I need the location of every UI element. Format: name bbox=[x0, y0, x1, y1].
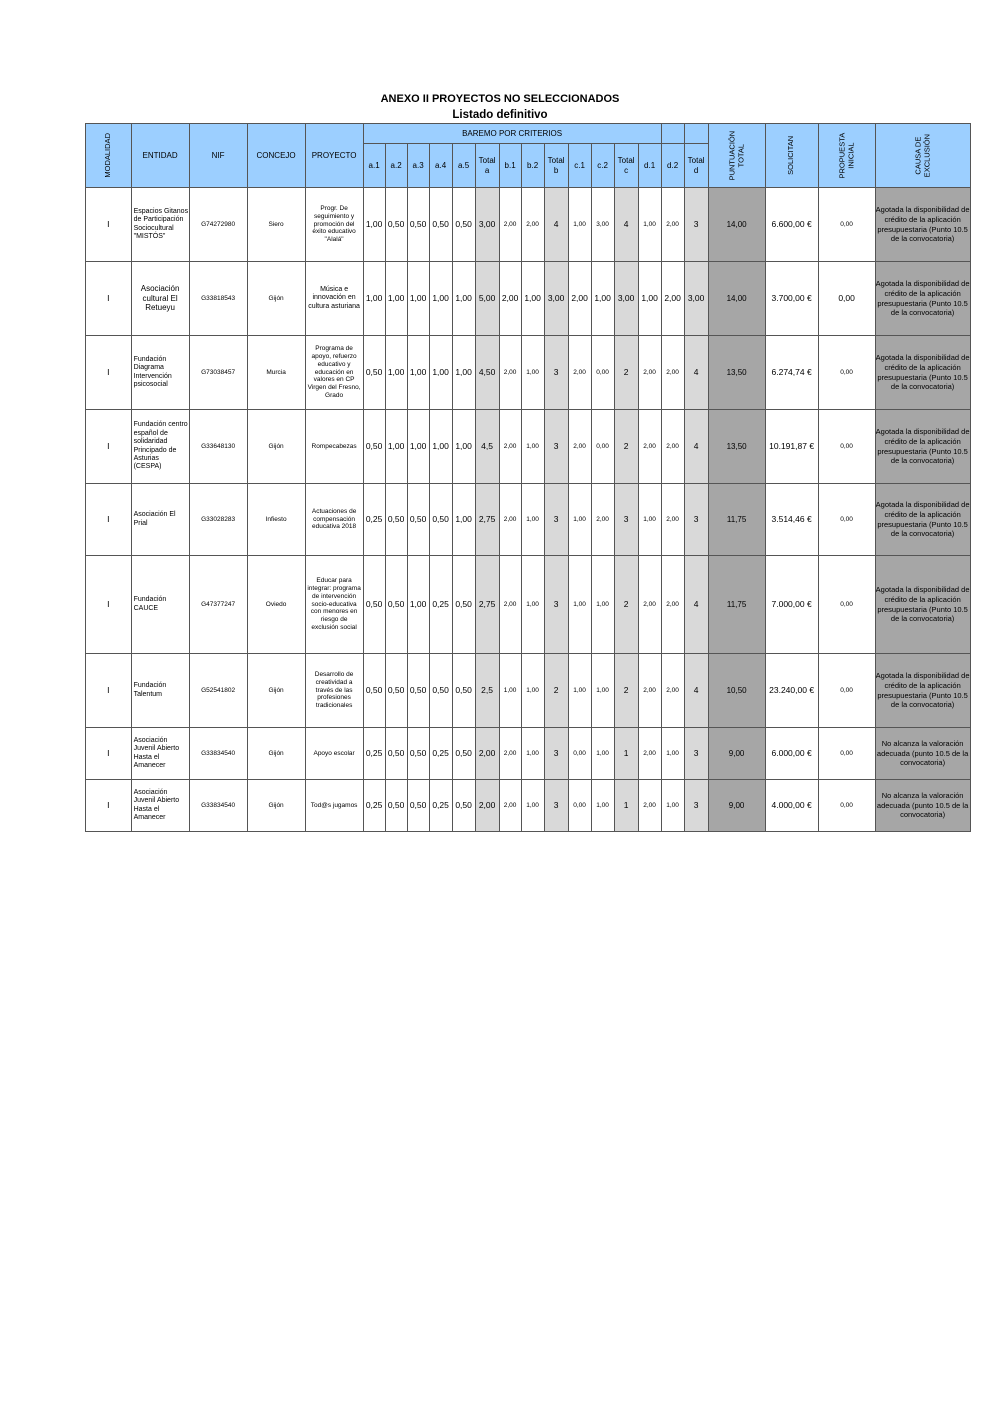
cell-score: 3,00 bbox=[684, 262, 708, 336]
cell-score: 0,50 bbox=[385, 188, 407, 262]
cell-puntuacion: 14,00 bbox=[708, 262, 765, 336]
cell-score: 0,50 bbox=[452, 728, 475, 780]
cell-score: 1,00 bbox=[429, 262, 452, 336]
cell-score: 1,00 bbox=[568, 654, 591, 728]
cell-score: 1,00 bbox=[407, 262, 429, 336]
cell-score: 2,00 bbox=[521, 188, 544, 262]
cell-nif: G74272980 bbox=[189, 188, 247, 262]
header-criterion: b.2 bbox=[521, 144, 544, 188]
cell-score: 0,50 bbox=[363, 336, 385, 410]
cell-score: 3 bbox=[614, 484, 638, 556]
table-row bbox=[86, 484, 971, 556]
cell-score: 3,00 bbox=[475, 188, 499, 262]
cell-causa: Agotada la disponibilidad de crédito de la aplicación presupuestaria (Punto 10.5 de la convocatoria) bbox=[875, 336, 970, 410]
header-criterion: a.3 bbox=[407, 144, 429, 188]
cell-entidad: Fundación CAUCE bbox=[131, 556, 189, 654]
header-criterion: a.5 bbox=[452, 144, 475, 188]
cell-concejo: Murcia bbox=[247, 336, 305, 410]
projects-table bbox=[85, 123, 971, 832]
cell-score: 0,50 bbox=[407, 728, 429, 780]
cell-score: 2,00 bbox=[499, 336, 521, 410]
cell-score: 0,25 bbox=[363, 728, 385, 780]
cell-solicitan: 23.240,00 € bbox=[765, 654, 818, 728]
cell-score: 1,00 bbox=[499, 654, 521, 728]
cell-nif: G33834540 bbox=[189, 780, 247, 832]
cell-nif: G73038457 bbox=[189, 336, 247, 410]
cell-score: 2,00 bbox=[661, 410, 684, 484]
cell-score: 3,00 bbox=[544, 262, 568, 336]
cell-score: 4 bbox=[544, 188, 568, 262]
header-nif: NIF bbox=[189, 124, 247, 188]
cell-propuesta: 0,00 bbox=[818, 728, 875, 780]
cell-score: 2,00 bbox=[499, 410, 521, 484]
cell-concejo: Gijón bbox=[247, 410, 305, 484]
cell-score: 2,00 bbox=[661, 188, 684, 262]
cell-modalidad: I bbox=[86, 262, 132, 336]
cell-score: 1 bbox=[614, 780, 638, 832]
cell-score: 1,00 bbox=[385, 262, 407, 336]
cell-puntuacion: 9,00 bbox=[708, 780, 765, 832]
cell-modalidad: I bbox=[86, 188, 132, 262]
cell-score: 2,00 bbox=[661, 654, 684, 728]
cell-score: 0,50 bbox=[429, 188, 452, 262]
cell-score: 3 bbox=[684, 728, 708, 780]
cell-score: 1,00 bbox=[407, 556, 429, 654]
cell-score: 1,00 bbox=[568, 188, 591, 262]
cell-score: 2,5 bbox=[475, 654, 499, 728]
cell-score: 2,00 bbox=[638, 780, 661, 832]
cell-causa: Agotada la disponibilidad de crédito de la aplicación presupuestaria (Punto 10.5 de la convocatoria) bbox=[875, 654, 970, 728]
cell-score: 2 bbox=[614, 410, 638, 484]
cell-causa: Agotada la disponibilidad de crédito de la aplicación presupuestaria (Punto 10.5 de la convocatoria) bbox=[875, 262, 970, 336]
cell-score: 3 bbox=[684, 780, 708, 832]
header-puntuacion: PUNTUACIÓN TOTAL bbox=[708, 124, 765, 188]
cell-score: 2 bbox=[614, 556, 638, 654]
cell-causa: Agotada la disponibilidad de crédito de la aplicación presupuestaria (Punto 10.5 de la convocatoria) bbox=[875, 556, 970, 654]
cell-score: 1,00 bbox=[591, 556, 614, 654]
cell-proyecto: Actuaciones de compensación educativa 2018 bbox=[305, 484, 363, 556]
cell-score: 0,50 bbox=[452, 654, 475, 728]
cell-score: 0,50 bbox=[407, 654, 429, 728]
cell-propuesta: 0,00 bbox=[818, 484, 875, 556]
cell-entidad: Fundación centro español de solidaridad Principado de Asturias (CESPA) bbox=[131, 410, 189, 484]
header-solicitan: SOLICITAN bbox=[765, 124, 818, 188]
table-row bbox=[86, 780, 971, 832]
cell-score: 2 bbox=[614, 336, 638, 410]
header-criterion: a.2 bbox=[385, 144, 407, 188]
cell-proyecto: Rompecabezas bbox=[305, 410, 363, 484]
cell-score: 3 bbox=[544, 410, 568, 484]
cell-entidad: Espacios Gitanos de Participación Sociocultural "MISTÓS" bbox=[131, 188, 189, 262]
cell-score: 2,75 bbox=[475, 556, 499, 654]
cell-score: 1,00 bbox=[521, 410, 544, 484]
cell-solicitan: 7.000,00 € bbox=[765, 556, 818, 654]
cell-score: 1,00 bbox=[638, 262, 661, 336]
cell-score: 0,50 bbox=[385, 654, 407, 728]
cell-concejo: Oviedo bbox=[247, 556, 305, 654]
header-criterion: b.1 bbox=[499, 144, 521, 188]
cell-score: 0,50 bbox=[407, 188, 429, 262]
cell-propuesta: 0,00 bbox=[818, 410, 875, 484]
cell-score: 3 bbox=[684, 484, 708, 556]
header-criterion: Total a bbox=[475, 144, 499, 188]
header-propuesta: PROPUESTA INICIAL bbox=[818, 124, 875, 188]
cell-score: 3,00 bbox=[591, 188, 614, 262]
cell-score: 4 bbox=[684, 654, 708, 728]
cell-propuesta: 0,00 bbox=[818, 188, 875, 262]
cell-solicitan: 6.274,74 € bbox=[765, 336, 818, 410]
cell-score: 1,00 bbox=[363, 188, 385, 262]
table-row bbox=[86, 336, 971, 410]
cell-score: 0,50 bbox=[385, 556, 407, 654]
page-subtitle: Listado definitivo bbox=[452, 109, 548, 121]
cell-score: 2,00 bbox=[475, 728, 499, 780]
cell-puntuacion: 11,75 bbox=[708, 556, 765, 654]
cell-score: 4 bbox=[684, 336, 708, 410]
cell-score: 3 bbox=[684, 188, 708, 262]
cell-causa: No alcanza la valoración adecuada (punto 10.5 de la convocatoria) bbox=[875, 728, 970, 780]
cell-score: 2,00 bbox=[499, 556, 521, 654]
cell-proyecto: Progr. De seguimiento y promoción del éxito educativo "Alalá" bbox=[305, 188, 363, 262]
cell-score: 0,00 bbox=[591, 410, 614, 484]
header-baremo: BAREMO POR CRITERIOS bbox=[363, 124, 661, 144]
cell-concejo: Gijón bbox=[247, 654, 305, 728]
cell-score: 2,00 bbox=[499, 780, 521, 832]
cell-modalidad: I bbox=[86, 336, 132, 410]
cell-score: 0,50 bbox=[452, 188, 475, 262]
cell-score: 1,00 bbox=[521, 262, 544, 336]
header-criterion: Total d bbox=[684, 144, 708, 188]
cell-score: 2,00 bbox=[499, 262, 521, 336]
cell-score: 0,50 bbox=[385, 728, 407, 780]
cell-modalidad: I bbox=[86, 556, 132, 654]
cell-entidad: Fundación Talentum bbox=[131, 654, 189, 728]
header-causa: CAUSA DE EXCLUSIÓN bbox=[875, 124, 970, 188]
cell-concejo: Gijón bbox=[247, 728, 305, 780]
cell-score: 1,00 bbox=[661, 728, 684, 780]
cell-score: 0,25 bbox=[429, 728, 452, 780]
cell-score: 2,00 bbox=[661, 336, 684, 410]
cell-score: 2,00 bbox=[661, 484, 684, 556]
cell-score: 1,00 bbox=[452, 484, 475, 556]
header-modalidad: MODALIDAD bbox=[86, 124, 132, 188]
cell-score: 3 bbox=[544, 728, 568, 780]
cell-score: 0,25 bbox=[429, 780, 452, 832]
cell-propuesta: 0,00 bbox=[818, 780, 875, 832]
cell-score: 0,50 bbox=[363, 654, 385, 728]
cell-causa: Agotada la disponibilidad de crédito de la aplicación presupuestaria (Punto 10.5 de la convocatoria) bbox=[875, 410, 970, 484]
cell-score: 0,00 bbox=[568, 780, 591, 832]
cell-score: 1,00 bbox=[638, 188, 661, 262]
cell-score: 0,50 bbox=[363, 410, 385, 484]
cell-score: 1,00 bbox=[429, 336, 452, 410]
cell-score: 1,00 bbox=[521, 556, 544, 654]
cell-score: 0,50 bbox=[407, 780, 429, 832]
cell-score: 5,00 bbox=[475, 262, 499, 336]
cell-score: 0,25 bbox=[363, 484, 385, 556]
cell-score: 1,00 bbox=[385, 336, 407, 410]
cell-proyecto: Educar para integrar: programa de intervención socio-educativa con menores en riesgo de exclusión social bbox=[305, 556, 363, 654]
cell-entidad: Asociación Juvenil Abierto Hasta el Amanecer bbox=[131, 728, 189, 780]
cell-score: 2,00 bbox=[638, 556, 661, 654]
cell-causa: No alcanza la valoración adecuada (punto 10.5 de la convocatoria) bbox=[875, 780, 970, 832]
header-concejo: CONCEJO bbox=[247, 124, 305, 188]
cell-puntuacion: 11,75 bbox=[708, 484, 765, 556]
cell-score: 2,00 bbox=[568, 336, 591, 410]
table-row bbox=[86, 188, 971, 262]
cell-score: 2 bbox=[544, 654, 568, 728]
cell-score: 0,50 bbox=[385, 780, 407, 832]
cell-propuesta: 0,00 bbox=[818, 336, 875, 410]
cell-score: 1,00 bbox=[591, 780, 614, 832]
cell-score: 2,00 bbox=[475, 780, 499, 832]
table-row bbox=[86, 410, 971, 484]
header-criterion: c.2 bbox=[591, 144, 614, 188]
cell-score: 1,00 bbox=[591, 728, 614, 780]
cell-causa: Agotada la disponibilidad de crédito de la aplicación presupuestaria (Punto 10.5 de la convocatoria) bbox=[875, 484, 970, 556]
header-criterion: a.1 bbox=[363, 144, 385, 188]
cell-score: 3 bbox=[544, 336, 568, 410]
cell-score: 2,00 bbox=[638, 728, 661, 780]
cell-score: 4 bbox=[684, 556, 708, 654]
cell-modalidad: I bbox=[86, 654, 132, 728]
cell-modalidad: I bbox=[86, 728, 132, 780]
cell-score: 2,00 bbox=[499, 188, 521, 262]
cell-puntuacion: 13,50 bbox=[708, 410, 765, 484]
cell-solicitan: 6.600,00 € bbox=[765, 188, 818, 262]
cell-score: 2,75 bbox=[475, 484, 499, 556]
cell-score: 1,00 bbox=[661, 780, 684, 832]
page-title: ANEXO II PROYECTOS NO SELECCIONADOS bbox=[380, 93, 620, 105]
cell-score: 1,00 bbox=[568, 556, 591, 654]
header-criterion: d.1 bbox=[638, 144, 661, 188]
cell-score: 1,00 bbox=[385, 410, 407, 484]
header-entidad: ENTIDAD bbox=[131, 124, 189, 188]
cell-score: 4,50 bbox=[475, 336, 499, 410]
cell-nif: G52541802 bbox=[189, 654, 247, 728]
cell-score: 0,50 bbox=[452, 780, 475, 832]
cell-solicitan: 4.000,00 € bbox=[765, 780, 818, 832]
cell-score: 0,50 bbox=[407, 484, 429, 556]
cell-entidad: Asociación cultural El Retueyu bbox=[131, 262, 189, 336]
header-criterion: c.1 bbox=[568, 144, 591, 188]
cell-concejo: Infiesto bbox=[247, 484, 305, 556]
cell-score: 1,00 bbox=[521, 728, 544, 780]
cell-score: 0,50 bbox=[429, 484, 452, 556]
cell-nif: G47377247 bbox=[189, 556, 247, 654]
cell-score: 1,00 bbox=[452, 262, 475, 336]
cell-nif: G33028283 bbox=[189, 484, 247, 556]
cell-entidad: Asociación Juvenil Abierto Hasta el Amanecer bbox=[131, 780, 189, 832]
cell-score: 1,00 bbox=[407, 336, 429, 410]
cell-score: 2,00 bbox=[661, 556, 684, 654]
table-row bbox=[86, 556, 971, 654]
cell-score: 0,50 bbox=[452, 556, 475, 654]
cell-proyecto: Programa de apoyo, refuerzo educativo y educación en valores en CP Virgen del Fresno, Grado bbox=[305, 336, 363, 410]
cell-score: 1,00 bbox=[521, 336, 544, 410]
cell-score: 3 bbox=[544, 780, 568, 832]
cell-puntuacion: 13,50 bbox=[708, 336, 765, 410]
cell-nif: G33834540 bbox=[189, 728, 247, 780]
cell-puntuacion: 9,00 bbox=[708, 728, 765, 780]
cell-score: 0,50 bbox=[429, 654, 452, 728]
cell-propuesta: 0,00 bbox=[818, 556, 875, 654]
cell-score: 1,00 bbox=[429, 410, 452, 484]
cell-concejo: Gijón bbox=[247, 780, 305, 832]
cell-score: 2,00 bbox=[638, 410, 661, 484]
cell-score: 1,00 bbox=[452, 410, 475, 484]
cell-proyecto: Tod@s jugamos bbox=[305, 780, 363, 832]
cell-propuesta: 0,00 bbox=[818, 262, 875, 336]
header-criterion: d.2 bbox=[661, 144, 684, 188]
table-row bbox=[86, 654, 971, 728]
cell-nif: G33818543 bbox=[189, 262, 247, 336]
cell-score: 0,25 bbox=[429, 556, 452, 654]
cell-score: 1,00 bbox=[638, 484, 661, 556]
cell-concejo: Siero bbox=[247, 188, 305, 262]
cell-score: 1,00 bbox=[521, 654, 544, 728]
cell-causa: Agotada la disponibilidad de crédito de la aplicación presupuestaria (Punto 10.5 de la convocatoria) bbox=[875, 188, 970, 262]
header-blank-totald bbox=[684, 124, 708, 144]
cell-modalidad: I bbox=[86, 780, 132, 832]
cell-score: 1,00 bbox=[591, 654, 614, 728]
cell-solicitan: 3.514,46 € bbox=[765, 484, 818, 556]
cell-score: 0,00 bbox=[591, 336, 614, 410]
cell-entidad: Asociación El Prial bbox=[131, 484, 189, 556]
cell-modalidad: I bbox=[86, 484, 132, 556]
cell-modalidad: I bbox=[86, 410, 132, 484]
cell-score: 4 bbox=[614, 188, 638, 262]
cell-score: 3 bbox=[544, 484, 568, 556]
cell-concejo: Gijón bbox=[247, 262, 305, 336]
cell-score: 2 bbox=[614, 654, 638, 728]
cell-score: 1,00 bbox=[363, 262, 385, 336]
cell-score: 2,00 bbox=[568, 410, 591, 484]
cell-score: 1,00 bbox=[407, 410, 429, 484]
cell-solicitan: 10.191,87 € bbox=[765, 410, 818, 484]
cell-score: 3,00 bbox=[614, 262, 638, 336]
cell-score: 2,00 bbox=[499, 484, 521, 556]
cell-puntuacion: 10,50 bbox=[708, 654, 765, 728]
cell-score: 4,5 bbox=[475, 410, 499, 484]
cell-score: 4 bbox=[684, 410, 708, 484]
cell-solicitan: 3.700,00 € bbox=[765, 262, 818, 336]
cell-score: 1,00 bbox=[568, 484, 591, 556]
cell-proyecto: Apoyo escolar bbox=[305, 728, 363, 780]
cell-score: 1,00 bbox=[452, 336, 475, 410]
cell-score: 2,00 bbox=[568, 262, 591, 336]
cell-score: 0,25 bbox=[363, 780, 385, 832]
cell-proyecto: Desarrollo de creatividad a través de las profesiones tradicionales bbox=[305, 654, 363, 728]
header-proyecto: PROYECTO bbox=[305, 124, 363, 188]
cell-score: 3 bbox=[544, 556, 568, 654]
cell-solicitan: 6.000,00 € bbox=[765, 728, 818, 780]
cell-proyecto: Música e innovación en cultura asturiana bbox=[305, 262, 363, 336]
cell-puntuacion: 14,00 bbox=[708, 188, 765, 262]
cell-propuesta: 0,00 bbox=[818, 654, 875, 728]
cell-score: 2,00 bbox=[661, 262, 684, 336]
cell-nif: G33648130 bbox=[189, 410, 247, 484]
cell-score: 2,00 bbox=[638, 654, 661, 728]
cell-score: 0,00 bbox=[568, 728, 591, 780]
cell-score: 2,00 bbox=[499, 728, 521, 780]
cell-score: 1,00 bbox=[521, 780, 544, 832]
header-blank-d2 bbox=[661, 124, 684, 144]
header-criterion: Total b bbox=[544, 144, 568, 188]
cell-score: 1 bbox=[614, 728, 638, 780]
header-criterion: Total c bbox=[614, 144, 638, 188]
cell-score: 1,00 bbox=[521, 484, 544, 556]
cell-score: 0,50 bbox=[363, 556, 385, 654]
header-criterion: a.4 bbox=[429, 144, 452, 188]
table-row bbox=[86, 262, 971, 336]
cell-score: 2,00 bbox=[638, 336, 661, 410]
cell-score: 1,00 bbox=[591, 262, 614, 336]
cell-score: 2,00 bbox=[591, 484, 614, 556]
cell-score: 0,50 bbox=[385, 484, 407, 556]
cell-entidad: Fundación Diagrama Intervención psicosocial bbox=[131, 336, 189, 410]
table-row bbox=[86, 728, 971, 780]
